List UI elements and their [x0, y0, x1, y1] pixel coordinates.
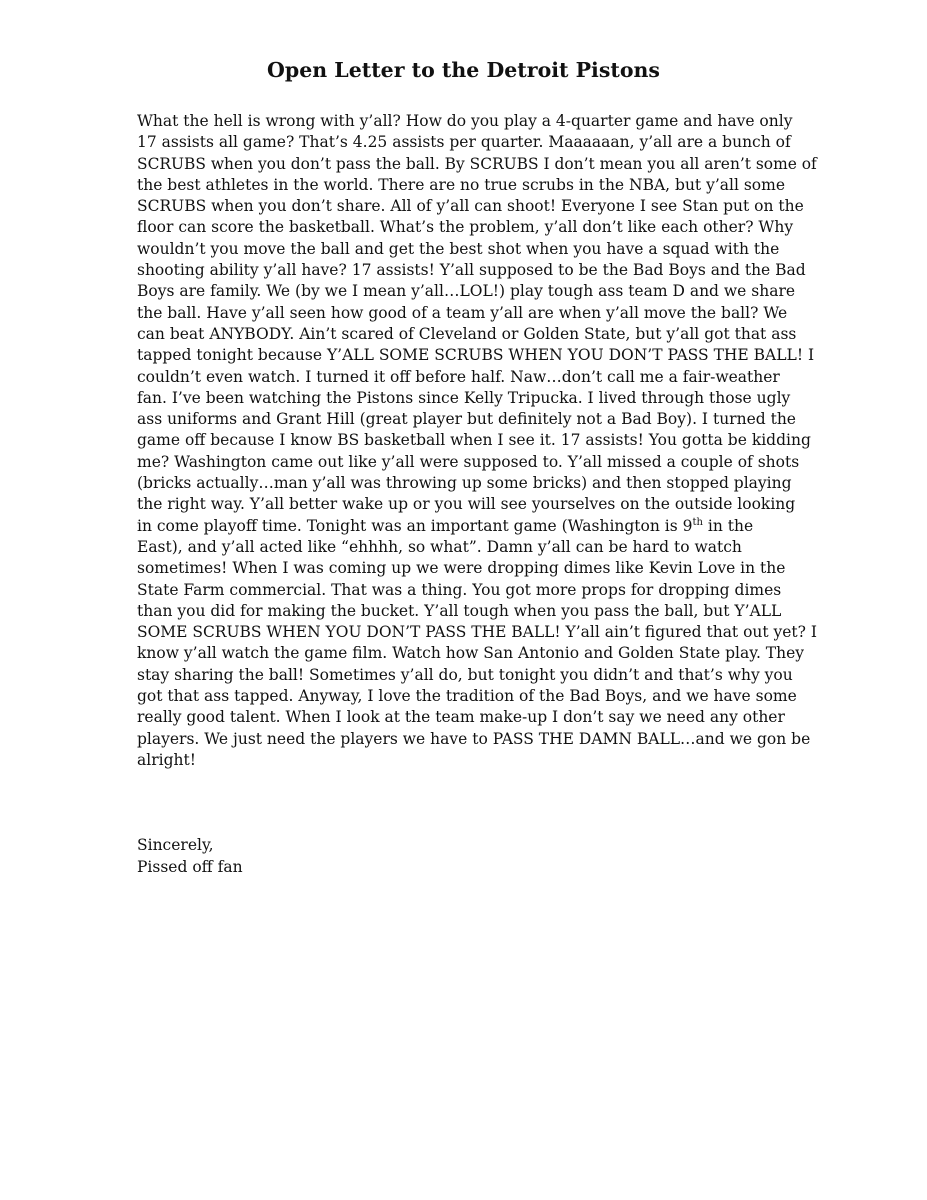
ordinal-superscript: th	[692, 516, 703, 528]
letter-body	[137, 111, 817, 771]
body-line: tapped tonight because Y’ALL SOME SCRUBS WHEN YOU DON’T PASS THE BALL! I	[137, 346, 815, 365]
body-line: the right way. Y’all better wake up or you will see yourselves on the outside looking	[137, 495, 796, 514]
closing-salutation: Sincerely,	[137, 836, 214, 854]
body-line: What the hell is wrong with y’all? How do you play a 4-quarter game and have only	[137, 112, 793, 130]
body-line-superscript	[137, 516, 817, 537]
body-line: floor can score the basketball. What’s the problem, y’all don’t like each other? Why	[137, 218, 794, 237]
body-line: players. We just need the players we have to PASS THE DAMN BALL…and we gon be	[137, 729, 811, 748]
body-line: East), and y’all acted like “ehhhh, so what”. Damn y’all can be hard to watch	[137, 537, 742, 556]
body-line: SCRUBS when you don’t share. All of y’all can shoot! Everyone I see Stan put on the	[137, 197, 804, 216]
body-line: the best athletes in the world. There are no true scrubs in the NBA, but y’all some	[137, 175, 786, 194]
body-line: sometimes! When I was coming up we were dropping dimes like Kevin Love in the	[137, 559, 786, 578]
body-line: ass uniforms and Grant Hill (great player but definitely not a Bad Boy). I turned the	[137, 410, 796, 429]
body-line: stay sharing the ball! Sometimes y’all do, but tonight you didn’t and that’s why you	[137, 665, 793, 684]
signature: Pissed off fan	[137, 857, 243, 876]
letter-closing	[137, 835, 243, 878]
body-line: than you did for making the bucket. Y’all tough when you pass the ball, but Y’ALL	[137, 601, 782, 620]
body-text-segment: in the	[702, 516, 754, 535]
body-text-segment: in come playoff time. Tonight was an important game (Washington is 9	[137, 516, 693, 535]
body-line: (bricks actually…man y’all was throwing up some bricks) and then stopped playing	[137, 474, 792, 493]
body-line: SCRUBS when you don’t pass the ball. By SCRUBS I don’t mean you all aren’t some of	[137, 154, 817, 173]
body-line: SOME SCRUBS WHEN YOU DON’T PASS THE BALL! Y’all ain’t figured that out yet? I	[137, 623, 817, 642]
body-line: me? Washington came out like y’all were supposed to. Y’all missed a couple of shots	[137, 452, 800, 471]
body-line: got that ass tapped. Anyway, I love the tradition of the Bad Boys, and we have some	[137, 687, 797, 706]
body-line: couldn’t even watch. I turned it off before half. Naw…don’t call me a fair-weather	[137, 367, 780, 386]
body-line: game off because I know BS basketball when I see it. 17 assists! You gotta be kidding	[137, 431, 811, 450]
body-line: fan. I’ve been watching the Pistons since Kelly Tripucka. I lived through those ugly	[137, 388, 791, 407]
body-line: Boys are family. We (by we I mean y’all…LOL!) play tough ass team D and we share	[137, 282, 796, 301]
body-line: can beat ANYBODY. Ain’t scared of Cleveland or Golden State, but y’all got that ass	[137, 324, 797, 343]
body-line: shooting ability y’all have? 17 assists! Y’all supposed to be the Bad Boys and the Bad	[137, 261, 806, 280]
body-line: alright!	[137, 750, 196, 769]
body-line: the ball. Have y’all seen how good of a team y’all are when y’all move the ball? We	[137, 303, 788, 322]
document-title: Open Letter to the Detroit Pistons	[267, 58, 660, 82]
body-line: wouldn’t you move the ball and get the best shot when you have a squad with the	[137, 239, 780, 258]
body-line: 17 assists all game? That’s 4.25 assists per quarter. Maaaaaan, y’all are a bunch of	[137, 133, 791, 152]
body-line: State Farm commercial. That was a thing. You got more props for dropping dimes	[137, 580, 782, 599]
body-line: know y’all watch the game film. Watch how San Antonio and Golden State play. They	[137, 644, 805, 663]
body-line: really good talent. When I look at the team make-up I don’t say we need any other	[137, 708, 785, 727]
